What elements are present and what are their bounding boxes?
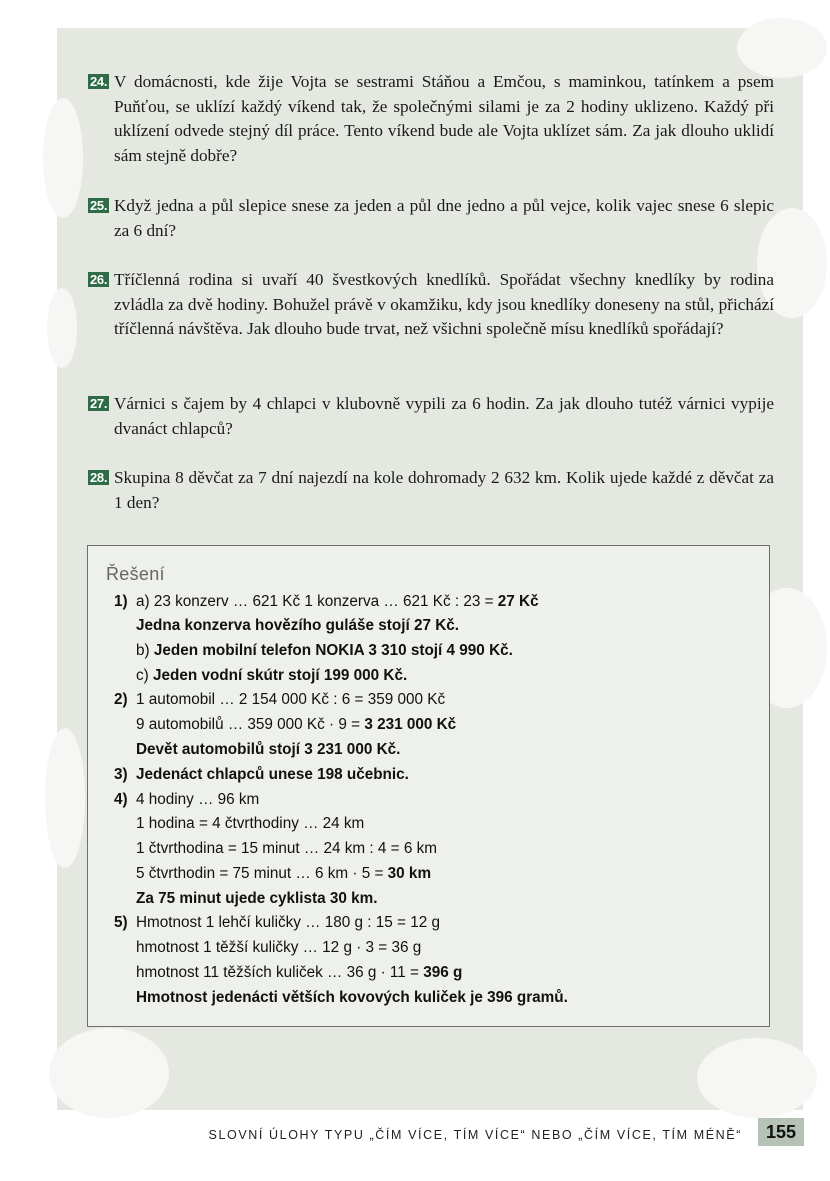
solution-text: c) (136, 667, 153, 684)
problem-number-badge: 26. (90, 272, 108, 287)
solution-index: 3) (114, 766, 128, 783)
solution-3-line (114, 763, 409, 787)
paint-splatter (45, 728, 85, 868)
solution-heading: Řešení (106, 564, 165, 584)
solution-5-line-3 (136, 961, 462, 985)
problem-text: V domácnosti, kde žije Vojta se sestrami Stáňou a Emčou, s maminkou, tatínkem a psem Puňťou, se uklízí každý víkend tak, že společnými silami je za 2 hodiny uklizeno. Každý při uklízení odvede stejný díl práce. Tento víkend bude ale Vojta uklízet sám. Za jak dlouho uklidí sám stejně dobře? (114, 72, 774, 165)
solution-5-line-1 (114, 911, 440, 935)
paint-splatter (49, 1028, 169, 1118)
solution-1-answer-a: Jedna konzerva hovězího guláše stojí 27 Kč. (136, 617, 460, 634)
solution-index: 2) (114, 691, 128, 708)
solution-text: a) 23 konzerv … 621 Kč 1 konzerva … 621 Kč : 23 = (136, 593, 498, 610)
solution-text: 4 hodiny … 96 km (136, 791, 260, 808)
solution-answer: Jeden mobilní telefon NOKIA 3 310 stojí 4 990 Kč. (153, 642, 513, 659)
solution-text: 9 automobilů … 359 000 Kč · 9 = (136, 716, 365, 733)
solution-index: 5) (114, 914, 128, 931)
solution-result: 27 Kč (497, 593, 539, 610)
problem-text: Skupina 8 děvčat za 7 dní najezdí na kole dohromady 2 632 km. Kolik ujede každé z děvčat za 1 den? (114, 468, 774, 512)
problem-27 (88, 392, 774, 441)
solution-5-line-2: hmotnost 1 těžší kuličky … 12 g · 3 = 36 g (136, 939, 422, 956)
solution-1-line-b (136, 639, 513, 663)
solution-box (87, 545, 770, 1027)
solution-4-answer: Za 75 minut ujede cyklista 30 km. (136, 890, 378, 907)
paint-splatter (47, 288, 77, 368)
solution-4-line-4 (136, 862, 431, 886)
page-number: 155 (758, 1118, 804, 1146)
problem-text: Když jedna a půl slepice snese za jeden a půl dne jedno a půl vejce, kolik vajec snese 6 slepic za 6 dní? (114, 196, 774, 240)
solution-2-line-1 (114, 688, 446, 712)
solution-result: 3 231 000 Kč (364, 716, 457, 733)
problem-28 (88, 466, 774, 515)
solution-text: hmotnost 11 těžších kuliček … 36 g · 11 = (136, 964, 424, 981)
problem-text: Tříčlenná rodina si uvaří 40 švestkových knedlíků. Spořádat všechny knedlíky by rodina zvládla za dvě hodiny. Bohužel právě v okamžiku, kdy jsou knedlíky doneseny na stůl, přichází tříčlenná návštěva. Jak dlouho bude trvat, než všichni společně mísu knedlíků spořádají? (114, 270, 774, 338)
solution-4-line-1 (114, 788, 260, 812)
solution-result: 30 km (387, 865, 432, 882)
solution-answer: Jedenáct chlapců unese 198 učebnic. (136, 766, 409, 783)
solution-index: 1) (114, 593, 128, 610)
solution-text: Hmotnost 1 lehčí kuličky … 180 g : 15 = 12 g (136, 914, 440, 931)
solution-2-answer: Devět automobilů stojí 3 231 000 Kč. (136, 741, 401, 758)
problem-26 (88, 268, 774, 342)
solution-index: 4) (114, 791, 128, 808)
solution-5-answer: Hmotnost jedenácti větších kovových kuliček je 396 gramů. (136, 989, 568, 1006)
problem-text: Várnici s čajem by 4 chlapci v klubovně vypili za 6 hodin. Za jak dlouho tutéž várnici vypije dvanáct chlapců? (114, 394, 774, 438)
problem-number-badge: 24. (90, 74, 108, 89)
solution-answer: Jeden vodní skútr stojí 199 000 Kč. (153, 667, 408, 684)
paint-splatter (43, 98, 83, 218)
problem-number-badge: 27. (90, 396, 108, 411)
solution-1-line-a (114, 590, 539, 614)
solution-1-line-c (136, 664, 407, 688)
solution-2-line-2 (136, 713, 456, 737)
solution-4-line-3: 1 čtvrthodina = 15 minut … 24 km : 4 = 6 km (136, 840, 437, 857)
problem-number-badge: 28. (90, 470, 108, 485)
paint-splatter (737, 18, 827, 78)
chapter-title: SLOVNÍ ÚLOHY TYPU „ČÍM VÍCE, TÍM VÍCE“ NEBO „ČÍM VÍCE, TÍM MÉNĚ“ (208, 1128, 742, 1142)
paint-splatter (697, 1038, 817, 1118)
solution-4-line-2: 1 hodina = 4 čtvrthodiny … 24 km (136, 815, 365, 832)
solution-text: b) (136, 642, 154, 659)
problem-number-badge: 25. (90, 198, 108, 213)
problem-24 (88, 70, 774, 168)
problem-25 (88, 194, 774, 243)
solution-result: 396 g (423, 964, 463, 981)
solution-text: 1 automobil … 2 154 000 Kč : 6 = 359 000 Kč (136, 691, 446, 708)
solution-text: 5 čtvrthodin = 75 minut … 6 km · 5 = (136, 865, 388, 882)
